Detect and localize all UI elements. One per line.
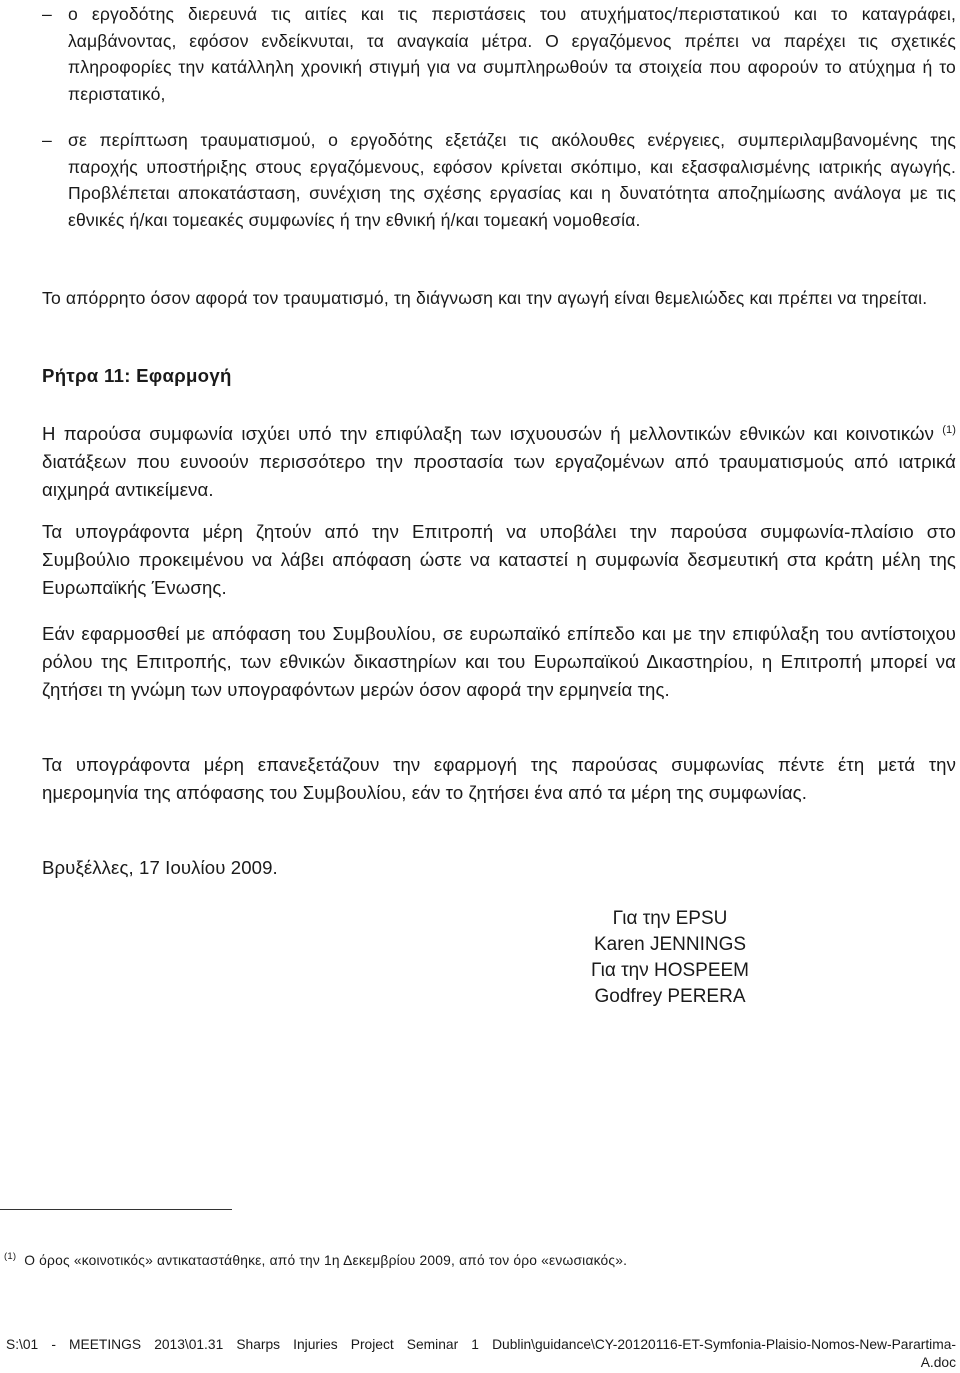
clause-paragraph-4: Τα υπογράφοντα μέρη επανεξετάζουν την εφαρμογή της παρούσας συμφωνίας πέντε έτη μετά την ημερομηνία της απόφασης του Συμβουλίου, εάν το ζητήσει ένα από τα μέρη της συμφωνίας. — [42, 754, 956, 803]
file-path-footer — [6, 1336, 956, 1372]
signature-block — [520, 906, 820, 1010]
footer-path-line-2: A.doc — [920, 1355, 956, 1370]
footer-path-line: S:\01 - MEETINGS 2013\01.31 Sharps Injuries Project Seminar 1 Dublin\guidance\CY-20120116-ET-Symfonia-Plaisio-Nomos-New-Parartima- — [6, 1337, 956, 1352]
bullet-item — [42, 127, 956, 233]
clause-p1-text: Η παρούσα συμφωνία ισχύει υπό την επιφύλαξη των ισχυουσών ή μελλοντικών εθνικών και κοινοτικών — [42, 423, 935, 444]
footnote-mark: (1) — [4, 1251, 17, 1262]
footnote-reference[interactable]: (1) — [942, 424, 956, 436]
clause-heading: Ρήτρα 11: Εφαρμογή — [42, 365, 232, 386]
confidentiality-paragraph: Το απόρρητο όσον αφορά τον τραυματισμό, τη διάγνωση και την αγωγή είναι θεμελιώδες και πρέπει να τηρείται. — [42, 288, 928, 308]
clause-paragraph-2: Τα υπογράφοντα μέρη ζητούν από την Επιτροπή να υποβάλει την παρούσα συμφωνία-πλαίσιο στο Συμβούλιο προκειμένου να λάβει απόφαση ώστε να καταστεί η συμφωνία δεσμευτική στα κράτη μέλη της Ευρωπαϊκής Ένωσης. — [42, 521, 956, 598]
footnote — [4, 1248, 627, 1270]
bullet-text: σε περίπτωση τραυματισμού, ο εργοδότης εξετάζει τις ακόλουθες ενέργειες, συμπεριλαμβανομένης της παροχής υποστήριξης στους εργαζόμενους, εφόσον κρίνεται σκόπιμο, και εξασφαλισμένης ιατρικής αγωγής. Προβλέπεται αποκατάσταση, συνέχιση της σχέσης εργασίας και η δυνατότητα αποζημίωσης ανάλογα με τις εθνικές ή/και τομεακές συμφωνίες ή την εθνική ή/και τομεακή νομοθεσία. — [68, 130, 956, 230]
signatory-line: Karen JENNINGS — [593, 934, 747, 955]
place-date: Βρυξέλλες, 17 Ιουλίου 2009. — [42, 857, 278, 878]
signatory-line: Για την EPSU — [612, 908, 728, 929]
bullet-dash: – — [42, 4, 52, 24]
signatory-line: Godfrey PERERA — [594, 986, 746, 1007]
bullet-item — [42, 1, 956, 107]
clause-paragraph-1 — [42, 416, 956, 504]
bullet-dash: – — [42, 130, 52, 150]
clause-paragraph-3: Εάν εφαρμοσθεί με απόφαση του Συμβουλίου, σε ευρωπαϊκό επίπεδο και με την επιφύλαξη του αντίστοιχου ρόλου της Επιτροπής, των εθνικών δικαστηρίων και του Ευρωπαϊκού Δικαστηρίου, η Επιτροπή μπορεί να ζητήσει τη γνώμη των υπογραφόντων μερών όσον αφορά την ερμηνεία της. — [42, 623, 956, 700]
footnote-separator — [0, 1209, 232, 1210]
clause-p1-text-cont: διατάξεων που ευνοούν περισσότερο την προστασία των εργαζομένων από τραυματισμούς από ιατρικά αιχμηρά αντικείμενα. — [42, 451, 956, 500]
bullet-text: ο εργοδότης διερευνά τις αιτίες και τις περιστάσεις του ατυχήματος/περιστατικού και το καταγράφει, λαμβάνοντας, εφόσον ενδείκνυται, τα αναγκαία μέτρα. Ο εργαζόμενος πρέπει να παρέχει τις σχετικές πληροφορίες την κατάλληλη χρονική στιγμή για να συμπληρωθούν τα στοιχεία που αφορούν το ατύχημα ή το περιστατικό, — [68, 4, 956, 104]
signatory-line: Για την HOSPEEM — [590, 960, 749, 981]
footnote-text: Ο όρος «κοινοτικός» αντικαταστάθηκε, από την 1η Δεκεμβρίου 2009, από τον όρο «ενωσιακός». — [24, 1253, 628, 1268]
